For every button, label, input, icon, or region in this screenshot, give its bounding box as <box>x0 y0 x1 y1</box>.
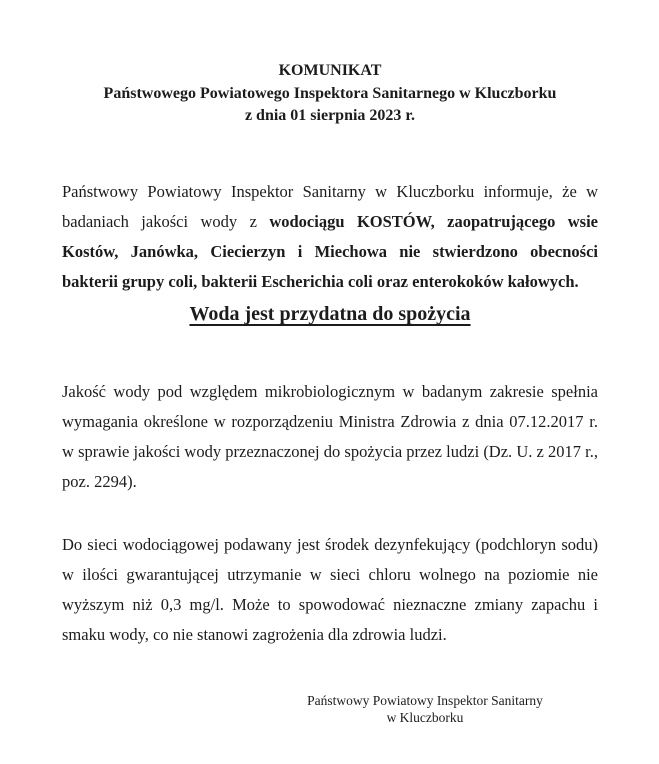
main-heading-text: Woda jest przydatna do spożycia <box>189 303 471 325</box>
signature-title: Państwowy Powiatowy Inspektor Sanitarny <box>307 693 543 708</box>
signature-block <box>250 692 600 726</box>
header-date: z dnia 01 sierpnia 2023 r. <box>244 107 416 124</box>
main-heading <box>62 303 598 326</box>
disinfection-paragraph: Do sieci wodociągowej podawany jest środek dezynfekujący (podchloryn sodu) w ilości gwarantującej utrzymanie w sieci chloru wolnego na poziomie nie wyższym niż 0,3 mg/l. Może to spowodować nieznaczne zmiany zapachu i smaku wody, co nie stanowi zagrożenia dla zdrowia ludzi. <box>62 534 598 644</box>
intro-bold-text: wodociągu KOSTÓW, zaopatrującego wsie Kostów, Janówka, Ciecierzyn i Miechowa nie stwierdzono obecności bakterii grupy coli, bakterii Escherichia coli oraz enterokoków kałowych. <box>62 211 598 291</box>
quality-paragraph: Jakość wody pod względem mikrobiologicznym w badanym zakresie spełnia wymagania określone w rozporządzeniu Ministra Zdrowia z dnia 07.12.2017 r. w sprawie jakości wody przeznaczonej do spożycia przez ludzi (Dz. U. z 2017 r., poz. 2294). <box>62 381 598 491</box>
signature-location: w Kluczborku <box>386 710 464 725</box>
intro-paragraph <box>62 177 598 297</box>
header-title: KOMUNIKAT <box>278 62 382 79</box>
document-header <box>62 60 598 128</box>
intro-normal-text: Państwowy Powiatowy Inspektor Sanitarny w Kluczborku informuje, że w badaniach jakości wody z <box>62 181 598 231</box>
header-organization: Państwowego Powiatowego Inspektora Sanitarnego w Kluczborku <box>103 84 557 102</box>
